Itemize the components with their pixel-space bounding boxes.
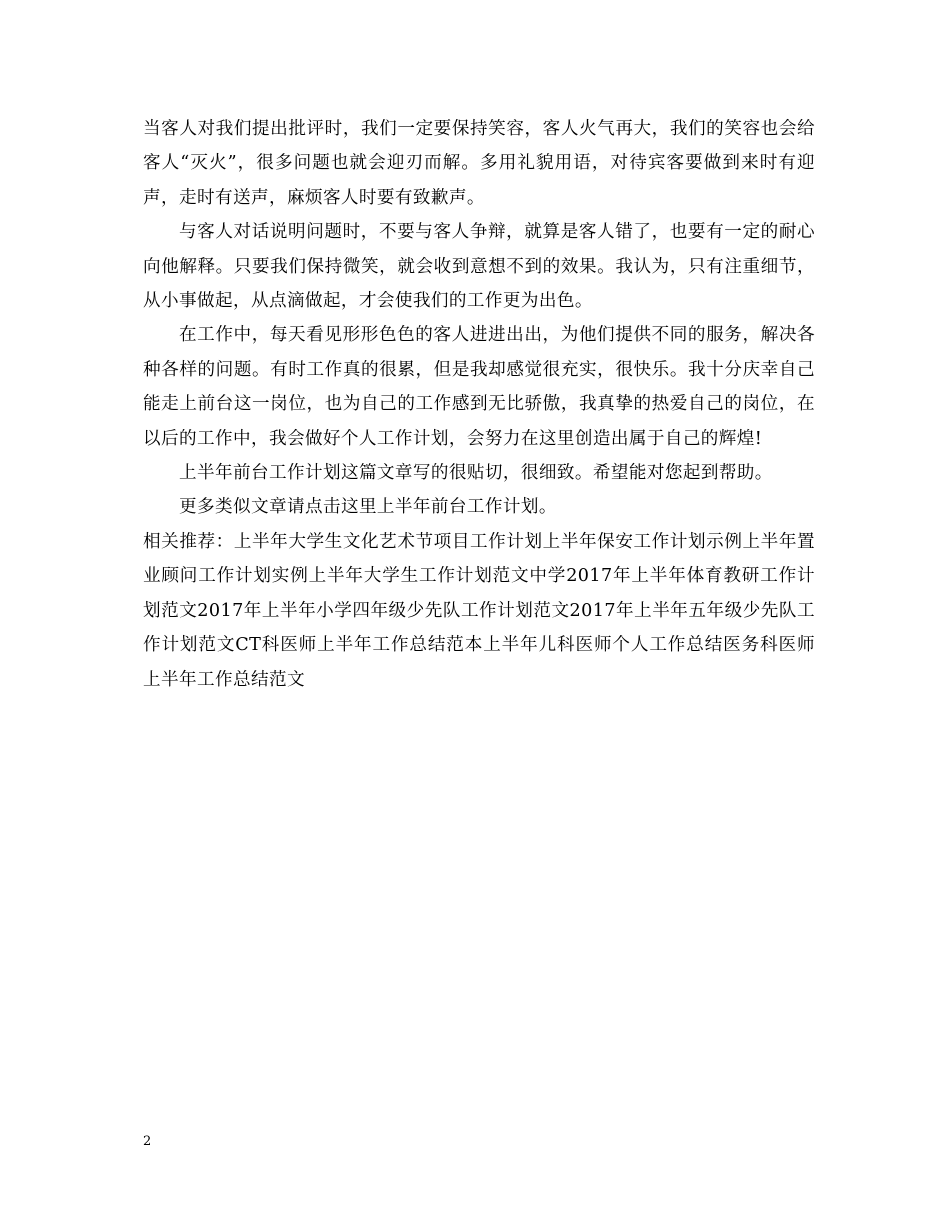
paragraph-related-recommendations: 相关推荐：上半年大学生文化艺术节项目工作计划上半年保安工作计划示例上半年置业顾问工作计划实例上半年大学生工作计划范文中学2017年上半年体育教研工作计划范文2017年上半年小学四年级少先队工作计划范文2017年上半年五年级少先队工作计划范文CT科医师上半年工作总结范本上半年儿科医师个人工作总结医务科医师上半年工作总结范文 — [143, 531, 815, 690]
paragraph-work-reflection: 在工作中，每天看见形形色色的客人进进出出，为他们提供不同的服务，解决各种各样的问题。有时工作真的很累，但是我却感觉很充实，很快乐。我十分庆幸自己能走上前台这一岗位，也为自己的工作感到无比骄傲，我真挚的热爱自己的岗位，在以后的工作中，我会做好个人工作计划，会努力在这里创造出属于自己的辉煌! — [143, 325, 815, 449]
document-body — [143, 112, 815, 697]
paragraph-article-note: 上半年前台工作计划这篇文章写的很贴切，很细致。希望能对您起到帮助。 — [179, 463, 773, 484]
paragraph-patience: 与客人对话说明问题时，不要与客人争辩，就算是客人错了，也要有一定的耐心向他解释。只要我们保持微笑，就会收到意想不到的效果。我认为，只有注重细节，从小事做起，从点滴做起，才会使我们的工作更为出色。 — [143, 222, 815, 312]
paragraph-more-articles: 更多类似文章请点击这里上半年前台工作计划。 — [179, 497, 557, 518]
paragraph-praise-smile: 当客人对我们提出批评时，我们一定要保持笑容，客人火气再大，我们的笑容也会给客人“灭火”，很多问题也就会迎刃而解。多用礼貌用语，对待宾客要做到来时有迎声，走时有送声，麻烦客人时要有致歉声。 — [143, 119, 815, 208]
page-number: 2 — [143, 1134, 152, 1149]
